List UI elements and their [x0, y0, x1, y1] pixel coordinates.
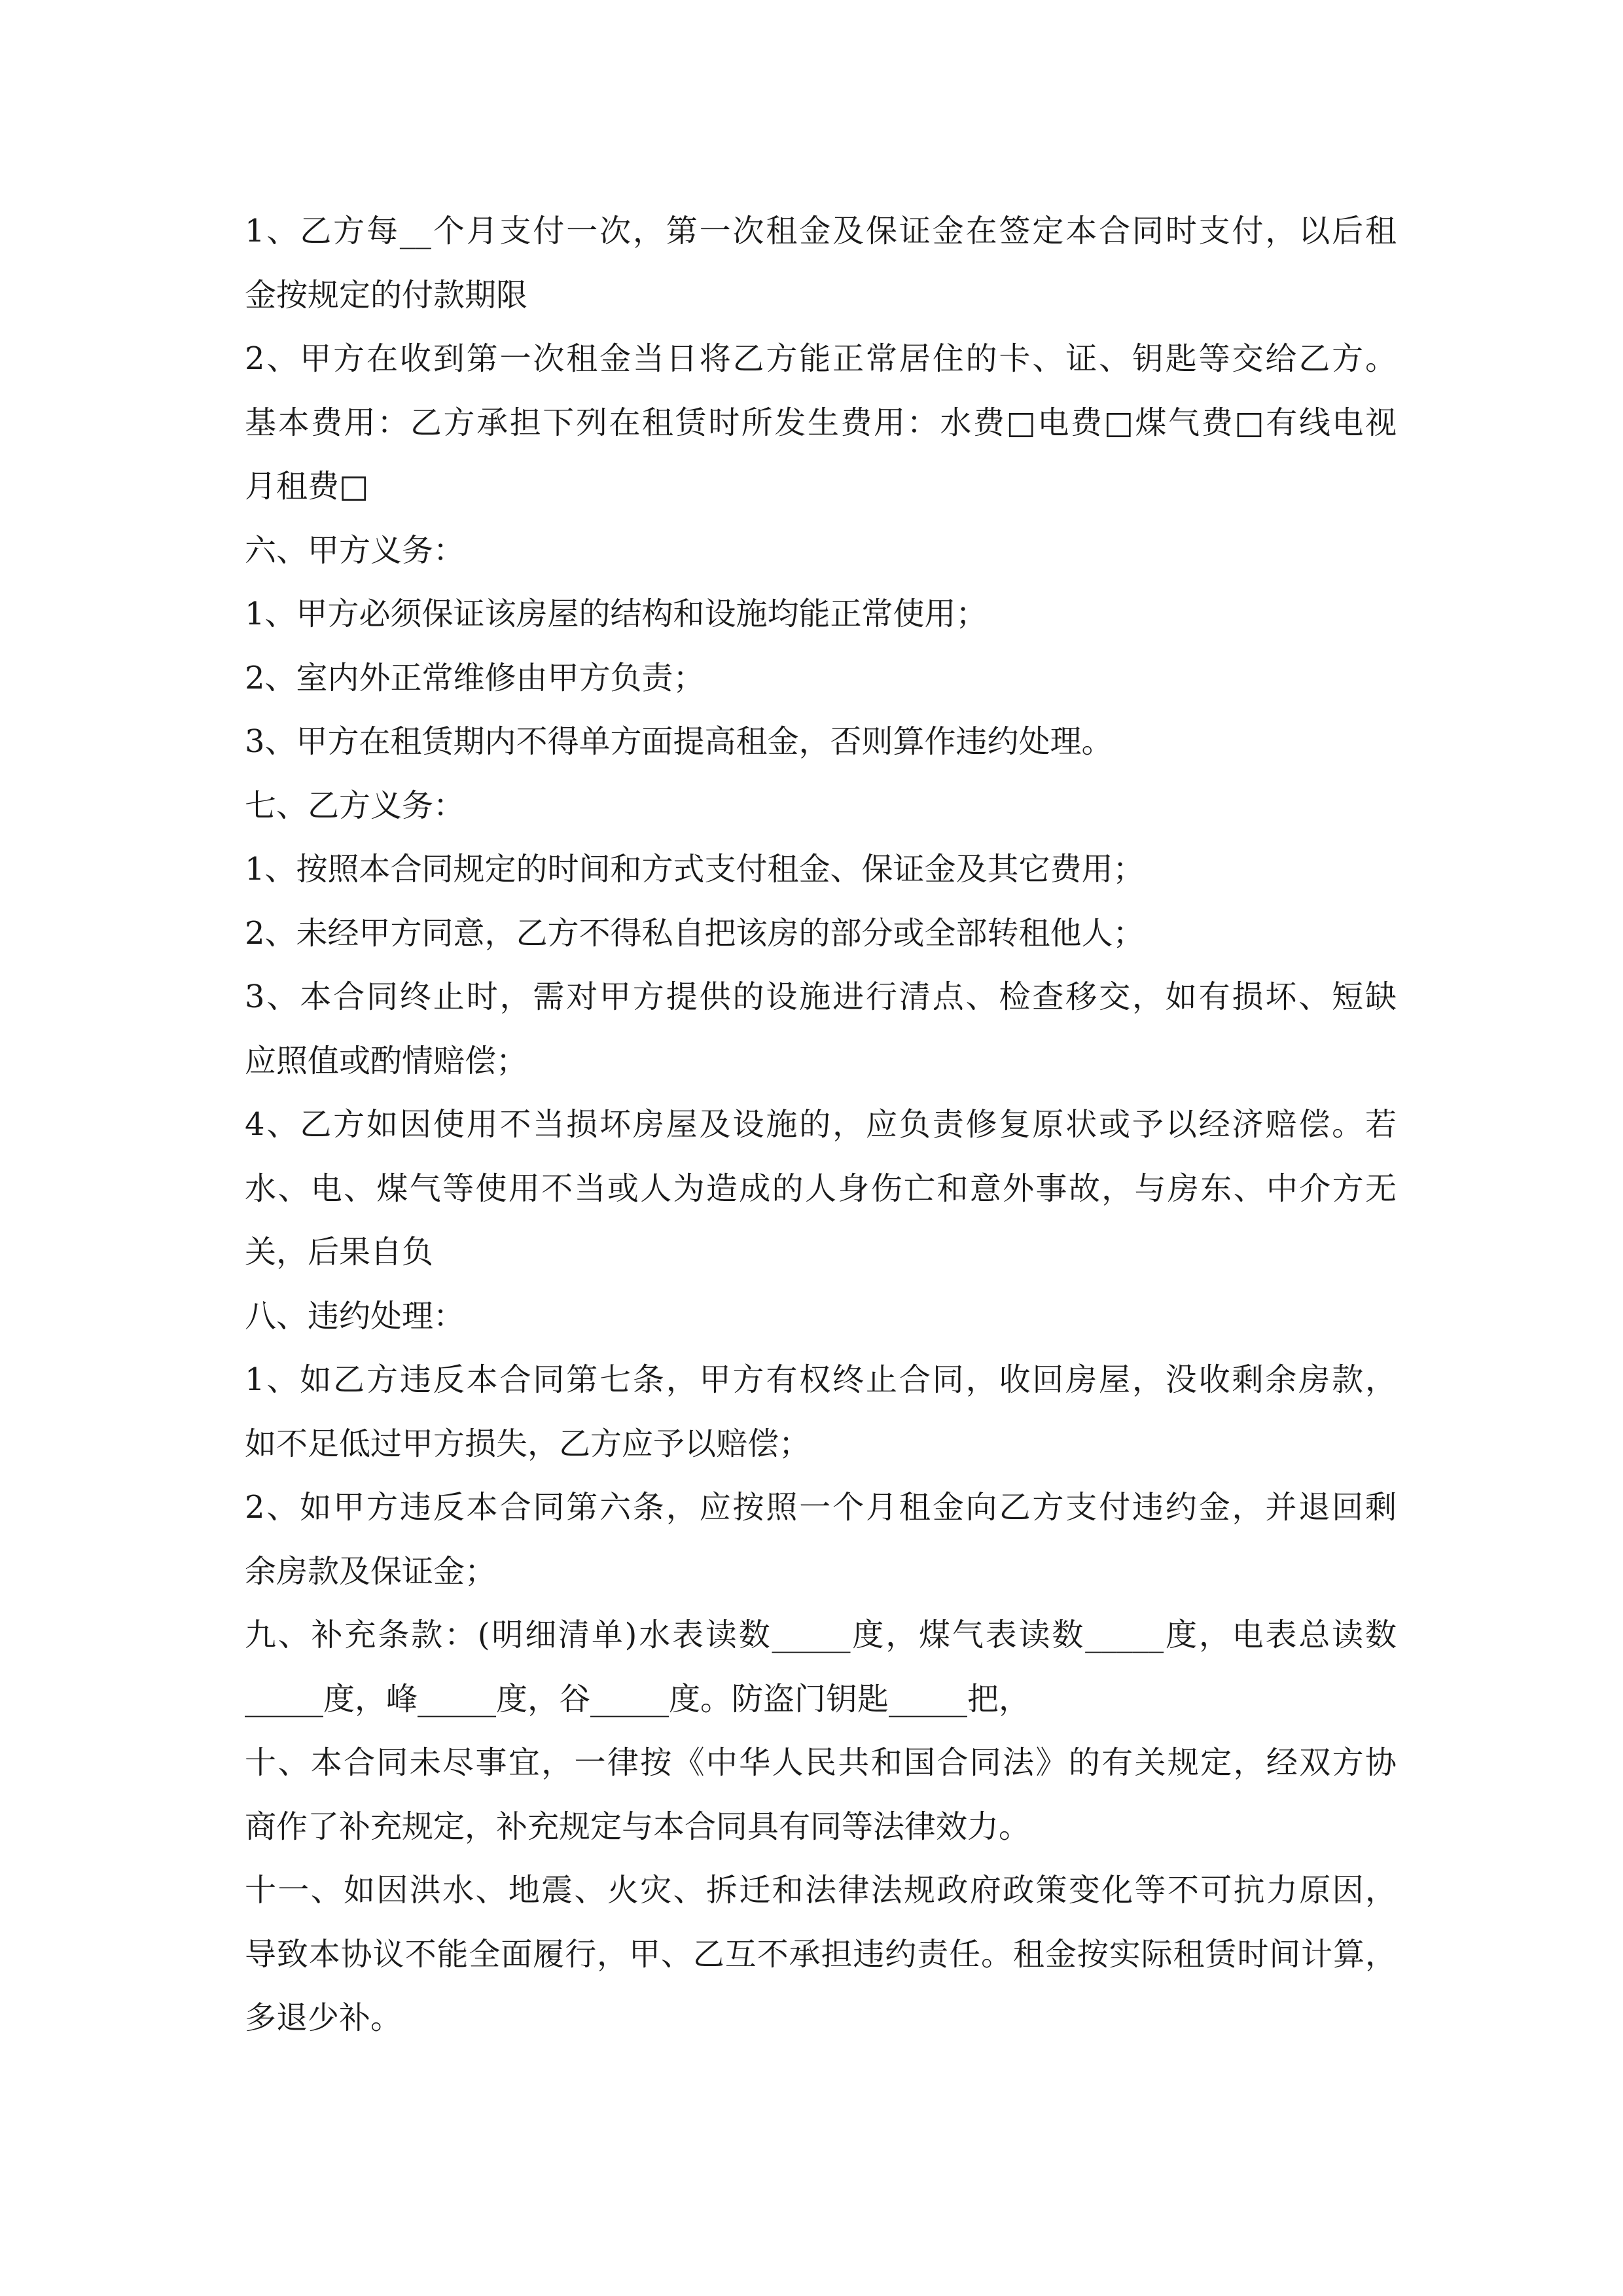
text-line: 4、乙方如因使用不当损坏房屋及设施的，应负责修复原状或予以经济赔偿。若	[245, 1106, 1397, 1143]
text-line: 基本费用：乙方承担下列在租赁时所发生费用：水费□电费□煤气费□有线电视	[245, 404, 1397, 441]
text-line: 余房款及保证金；	[245, 1552, 497, 1590]
text-line: 2、甲方在收到第一次租金当日将乙方能正常居住的卡、证、钥匙等交给乙方。	[245, 340, 1397, 377]
text-line: 2、如甲方违反本合同第六条，应按照一个月租金向乙方支付违约金，并退回剩	[245, 1489, 1397, 1526]
text-line: 2、未经甲方同意，乙方不得私自把该房的部分或全部转租他人；	[245, 914, 1145, 952]
contract-body	[245, 200, 1397, 2051]
text-line: 月租费□	[245, 468, 369, 505]
text-line: 应照值或酌情赔偿；	[245, 1042, 528, 1079]
text-line: 金按规定的付款期限	[245, 276, 528, 314]
text-line: 九、补充条款：(明细清单)水表读数_____度，煤气表读数_____度，电表总读数	[245, 1617, 1397, 1653]
section-heading: 六、甲方义务：	[245, 531, 465, 569]
text-line: 1、按照本合同规定的时间和方式支付租金、保证金及其它费用；	[245, 851, 1145, 888]
text-line: _____度，峰_____度，谷_____度。防盗门钥匙_____把，	[245, 1680, 1031, 1717]
text-line: 3、本合同终止时，需对甲方提供的设施进行清点、检查移交，如有损坏、短缺	[245, 978, 1397, 1015]
text-line: 1、甲方必须保证该房屋的结构和设施均能正常使用；	[245, 596, 988, 632]
text-line: 1、乙方每__个月支付一次，第一次租金及保证金在签定本合同时支付，以后租	[245, 213, 1397, 249]
text-line: 关，后果自负	[245, 1234, 434, 1270]
text-line: 水、电、煤气等使用不当或人为造成的人身伤亡和意外事故，与房东、中介方无	[245, 1170, 1397, 1207]
text-line: 多退少补。	[245, 2000, 402, 2036]
text-line: 导致本协议不能全面履行，甲、乙互不承担违约责任。租金按实际租赁时间计算，	[245, 1935, 1397, 1973]
section-heading: 八、违约处理：	[245, 1297, 465, 1335]
text-line: 2、室内外正常维修由甲方负责；	[245, 659, 705, 696]
text-line: 十、本合同未尽事宜，一律按《中华人民共和国合同法》的有关规定，经双方协	[245, 1744, 1397, 1781]
text-line: 1、如乙方违反本合同第七条，甲方有权终止合同，收回房屋，没收剩余房款，	[245, 1361, 1397, 1398]
text-line: 3、甲方在租赁期内不得单方面提高租金，否则算作违约处理。	[245, 723, 1113, 760]
section-heading: 七、乙方义务：	[245, 787, 465, 824]
text-line: 商作了补充规定，补充规定与本合同具有同等法律效力。	[245, 1808, 1031, 1845]
text-line: 十一、如因洪水、地震、火灾、拆迁和法律法规政府政策变化等不可抗力原因，	[245, 1872, 1397, 1909]
text-line: 如不足低过甲方损失，乙方应予以赔偿；	[245, 1425, 811, 1462]
